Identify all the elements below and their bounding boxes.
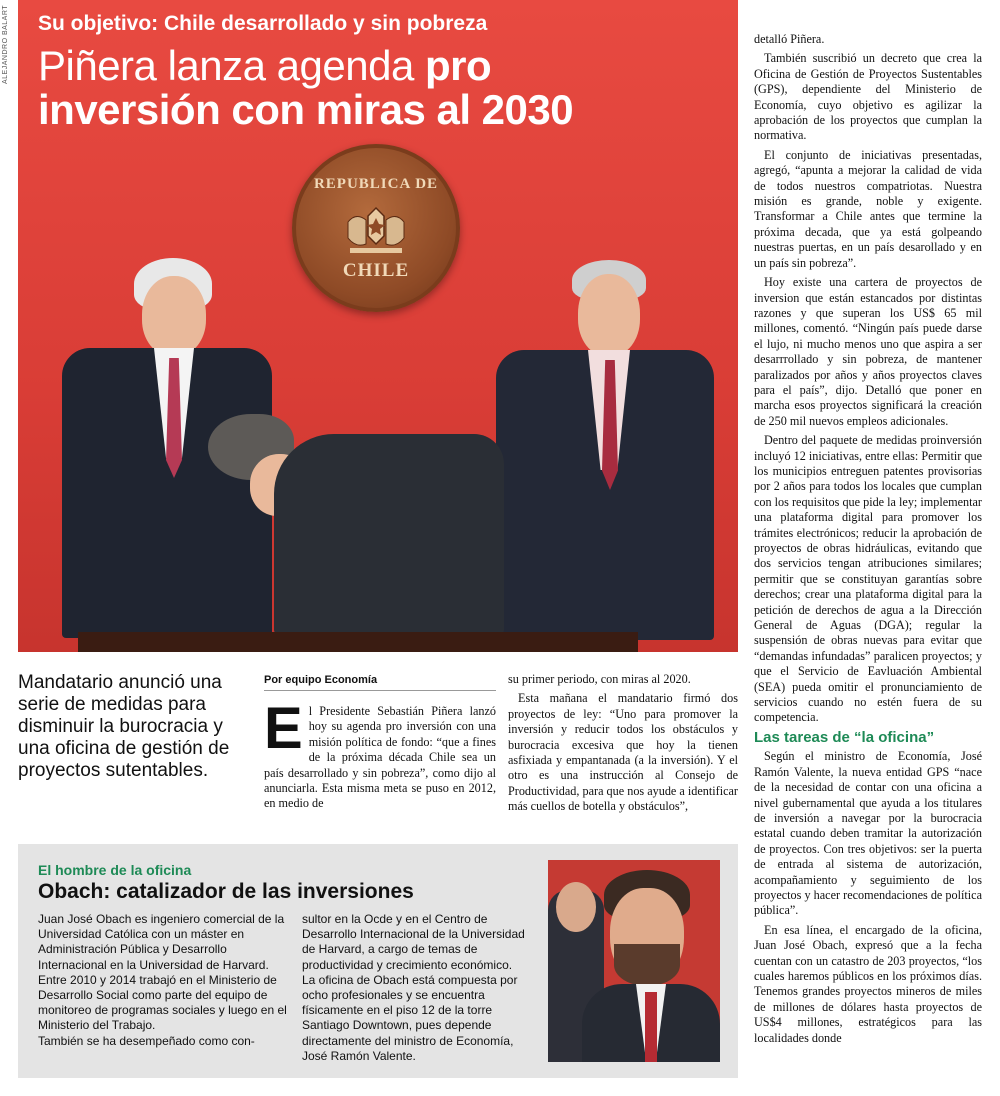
article-subhead: Las tareas de “la oficina” — [754, 728, 935, 746]
article-col3-p4: Hoy existe una cartera de proyectos de inversion que están estancados por distintas razones y que superan los US$ 65 mil millones, comentó. “Ningún país puede darse el lujo, ni mucho menos uno que aspira a ser desarrrollado y sin pobreza, de mantener paralizados por años y años proyectos claves para el país”, dijo. Detalló que poner en marcha esos proyectos significará la creación de 250 mil nuevos empleos adicionales. — [754, 275, 982, 428]
chile-seal — [292, 144, 460, 312]
portrait-background-face — [556, 882, 596, 932]
sidebar-box — [18, 844, 738, 1078]
obach-portrait — [548, 860, 720, 1062]
person-signing-suit — [274, 434, 504, 634]
article-deck: Mandatario anunció una serie de medidas para disminuir la burocracia y una oficina de gestión de proyectos sutentables. — [18, 672, 230, 781]
sidebar-col1-p2: Entre 2010 y 2014 trabajó en el Ministerio de Desarrollo Social como parte del equipo de monitoreo de programas sociales y luego en el Ministerio del Trabajo. — [38, 972, 287, 1033]
signing-table — [78, 632, 638, 652]
sidebar-kicker: El hombre de la oficina — [38, 862, 192, 878]
hero-photo — [18, 0, 738, 652]
person-left-face — [142, 276, 206, 356]
hero-headline — [38, 44, 728, 132]
sidebar-col1-p3: También se ha desempeñado como con- — [38, 1033, 255, 1048]
portrait-beard — [614, 944, 680, 986]
article-col3-p6: Según el ministro de Economía, José Ramón Valente, la nueva entidad GPS “nace de la necesidad de contar con una oficina a nivel gubernamental que ayuda a los titulares de inversión a navegar por la burocracia estatal cuando deben tramitar la autorización de proyectos. Con tres objetivos: ser la puerta de entrada al sistema de autorización, acompañamiento y seguimiento de los proyectos y hacer recomendaciones de política pública”. — [754, 749, 982, 918]
photo-credit: ALEJANDRO BALART — [2, 4, 9, 84]
sidebar-title: Obach: catalizador de las inversiones — [38, 880, 414, 903]
headline-bold-1: pro — [424, 42, 492, 89]
article-byline: Por equipo Economía — [264, 674, 496, 691]
drop-cap: E — [264, 696, 303, 761]
article-col3-p2: También suscribió un decreto que crea la Oficina de Gestión de Proyectos Sustentables (GPS), dependiente del Ministerio de Economía, cuyo objetivo es agilizar la aprobación de los proyectos que cumplan la normativa. — [754, 51, 982, 143]
headline-plain: Piñera lanza agenda — [38, 42, 425, 89]
article-col3-p1: detalló Piñera. — [754, 32, 825, 46]
article-column-3 — [754, 32, 982, 1050]
portrait-tie — [645, 992, 657, 1062]
person-right-standing — [496, 260, 714, 640]
article-column-2 — [508, 672, 738, 819]
sidebar-col2-p2: La oficina de Obach está compuesta por ocho profesionales y se encuentra físicamente en el piso 12 de la torre Santiago Downtown, pues depende directamente del ministro de Economía, José Ramón Valente. — [302, 972, 518, 1063]
article-col3-p3: El conjunto de iniciativas presentadas, agregó, “apunta a mejorar la calidad de vida de todos nuestros compatriotas. Nuestra misión es grande, noble y exigente. Transformar a Chile antes que termine la próxima decada, que ya está golpeando nuestras puertas, en un país desarollado y en un país sin pobreza”. — [754, 147, 982, 270]
sidebar-column-2 — [302, 912, 538, 1064]
article-col3-p5: Dentro del paquete de medidas proinversión incluyó 12 iniciativas, entre ellas: Permitir que los municipios entreguen patentes provisorias por 2 años para todos los locales que cumplan con los requisitos que pide la ley; implementar una plataforma digital para promover los trámites electrónicos; reducir la aprobación de proyectos de obras hidráulicas, evitando que dos servicios tengan atribuciones similares; permitir que se constituyan garantías sobre derechos; crear una plataforma digital para la petición de derechos de agua a la Dirección General de Aguas (DGA); regular la suspensión de obras nuevas para evitar que “demandas infundadas” paralicen proyectos; y que el Servicio de Eavluación Ambiental (SEA) pueda omitir el pronunciamiento de servicios cuando no estén fuera de su competencia. — [754, 433, 982, 725]
seal-bottom-text: CHILE — [342, 260, 410, 281]
article-col2-p2: Esta mañana el mandatario firmó dos proyectos de ley: “Uno para promover la inversión y reducir todos los obstáculos y burocracia excesiva que hoy la tienen asfixiada y empantanada (a la inversión). Y el otro es una instrucción al Consejo de Productividad, para que nos ayude a identificar más cuellos de botella y obstáculos”, — [508, 691, 738, 814]
article-col1-p1: l Presidente Sebastián Piñera lanzó hoy su agenda pro inversión con una misión política de fondo: “que a fines de la próxima década Chile sea un país desarrollado y sin pobreza”, como dijo al anunciarla. Esta misma meta se puso en 2012, en medio de — [264, 704, 496, 811]
person-signing — [204, 414, 504, 636]
hero-kicker: Su objetivo: Chile desarrollado y sin pobreza — [38, 12, 488, 35]
article-col3-p7: En esa línea, el encargado de la oficina, Juan José Obach, expresó que a la fecha cuentan con un catastro de 203 proyectos, “los cuales haremos públicos en los próximos días. Tenemos grandes proyectos mineros de miles de millones de dólares hasta proyectos de US$4 millones, estratégicos para las localidades donde — [754, 922, 982, 1045]
headline-bold-2: inversión con miras al 2030 — [38, 86, 574, 133]
sidebar-col1-p1: Juan José Obach es ingeniero comercial de la Universidad Católica con un máster en Administración Pública y Desarrollo Internacional en la Universidad de Harvard. — [38, 912, 285, 972]
article-col2-p1: su primer periodo, con miras al 2020. — [508, 672, 691, 686]
article-column-1 — [264, 696, 496, 816]
sidebar-column-1 — [38, 912, 293, 1049]
seal-top-text: REPUBLICA DE — [313, 176, 439, 192]
coat-of-arms-icon — [340, 202, 412, 256]
person-right-face — [578, 274, 640, 356]
sidebar-col2-p1: sultor en la Ocde y en el Centro de Desarrollo Internacional de la Universidad de Harvard, a cargo de temas de productividad y crecimiento económico. — [302, 912, 525, 972]
